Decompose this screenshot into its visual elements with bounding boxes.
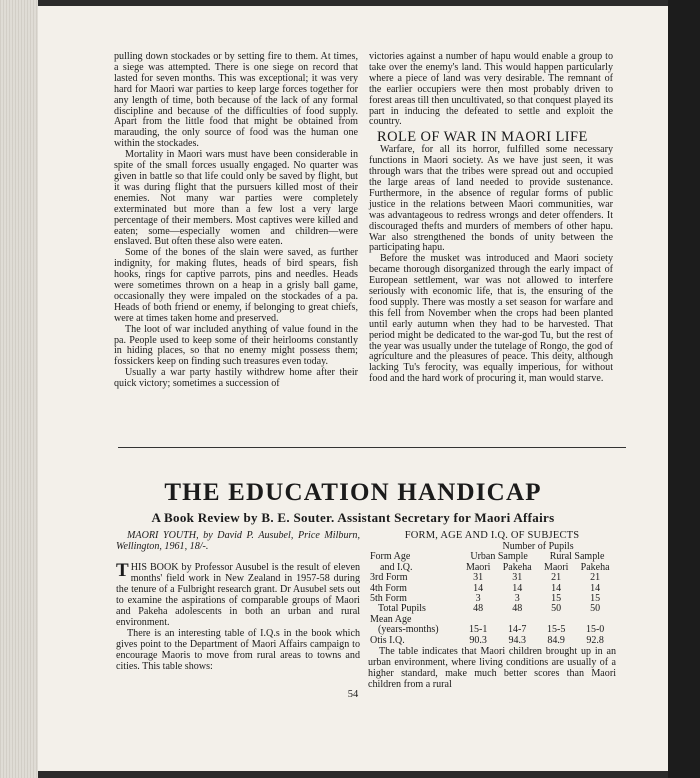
table-row	[368, 636, 616, 646]
table-header-rural: Rural Sample	[549, 551, 605, 563]
table-cell: 84.9	[547, 634, 565, 646]
paragraph: Before the musket was introduced and Maori society became thorough disorganized through the early impact of European settlement, war was not allowed to interfere seriously with economic life, that is, the ensuring of the food supply. There was mostly a set season for warfare and this fell from November when the crops had been planted until early autumn when they had to be harvested. That period might be dedicated to the war-god Tu, but the rest of the year was usually under the tutelage of Rongo, the god of agriculture and the pleasures of peace. This deity, although lacking Tu's ferocity, was equally imperious, for without food and the hard work of procuring it, man would starve.	[369, 253, 613, 385]
drop-cap: T	[116, 560, 129, 581]
paragraph: The table indicates that Maori children brought up in an urban environment, where living conditions are usually of a higher standard, make much better scores than Maori children from a rural	[368, 646, 616, 691]
table-cell: 14	[512, 582, 523, 594]
table-header-pakeha: Pakeha	[502, 561, 532, 573]
paragraph: Mortality in Maori wars must have been considerable in spite of the small forces usually engaged. No quarter was given in battle so that life could only be saved by flight, but it was during flight that the pursuers killed most of their enemies. Not many war parties were completely exterminated but more than a few lost a very large percentage of their members. Most captives were killed and eaten; some—especially women and children—were enslaved. But often these also were eaten.	[114, 149, 358, 248]
table-cell: 21	[551, 572, 562, 584]
paragraph: Warfare, for all its horror, fulfilled some necessary functions in Maori society. As we have just seen, it was through wars that the tribes were spread out and occupied the large areas of land needed to provide sustenance. Furthermore, in the absence of regular forms of public justice in the relations between Maori communities, war was advantageous to redress wrongs and deter offenders. It discouraged thefts and murders of members of other hapu. War also strengthened the bonds of unity between the participating hapu.	[369, 144, 613, 254]
table-header-and-iq: and I.Q.	[380, 561, 413, 573]
table-cell: 14	[551, 582, 562, 594]
table-header-urban: Urban Sample	[470, 551, 528, 563]
table-cell: 5th Form	[370, 593, 407, 605]
table-header-form-age: Form Age	[370, 551, 411, 563]
review-left-column	[116, 530, 360, 672]
table-cell: 3	[514, 593, 520, 605]
table-cell: 31	[473, 572, 484, 584]
opening-words: HIS BOOK	[130, 562, 179, 573]
table-header-maori: Maori	[465, 561, 491, 573]
review-intro	[116, 562, 360, 628]
table-cell: 21	[590, 572, 601, 584]
adjacent-page-edge	[0, 0, 38, 778]
paragraph: Some of the bones of the slain were saved, as further indignity, for making flutes, heads of bird spears, fish hooks, rings for captive parrots, pins and needles. Heads were sometimes thrown on a heap in a grisly ball game, occasionally they were impaled on the stockades of a pa. Heads of both friend or enemy, if belonging to great chiefs, were at times taken home and preserved.	[114, 247, 358, 324]
table-cell: 14	[590, 582, 601, 594]
table-cell: 50	[590, 603, 601, 615]
book-citation: MAORI YOUTH, by David P. Ausubel, Price Milburn, Wellington, 1961, 18/-.	[116, 530, 360, 552]
table-cell: 48	[512, 603, 523, 615]
book-page	[38, 6, 668, 771]
intro-text: by Professor Ausubel is the result of eleven months' field work in New Zealand in 1957-58 during the tenure of a Fulbright research grant. Dr Ausubel sets out to examine the aspirations of comparable groups of Maori and Pakeha adolescents in both an urban and rural environment.	[116, 562, 360, 628]
article-title: THE EDUCATION HANDICAP	[164, 479, 542, 506]
table-header-number: Number of Pupils	[502, 541, 574, 552]
table-header-maori: Maori	[543, 561, 569, 573]
table-cell: 14	[473, 582, 484, 594]
table-cell: 31	[512, 572, 523, 584]
section-divider	[118, 447, 626, 448]
table-cell: 15-1	[469, 624, 488, 636]
table-row	[368, 625, 616, 635]
table-cell: Otis I.Q.	[370, 634, 405, 646]
table-cell: 50	[551, 603, 562, 615]
table-cell: 15-5	[547, 624, 566, 636]
table-header-pakeha: Pakeha	[580, 561, 610, 573]
page-number: 54	[347, 689, 359, 700]
table-title: FORM, AGE AND I.Q. OF SUBJECTS	[404, 530, 580, 541]
paragraph: There is an interesting table of I.Q.s in the book which gives point to the Department of Maori Affairs campaign to encourage Maoris to move from rural areas to towns and cities. This table shows:	[116, 628, 360, 672]
table-cell: (years-months)	[378, 624, 439, 636]
paragraph: The loot of war included anything of value found in the pa. People used to keep some of their heirlooms constantly in hiding places, so that no enemy might possess them; fossickers keep on finding such treasures even today.	[114, 323, 358, 368]
table-cell: 94.3	[508, 634, 526, 646]
table-cell: 48	[473, 603, 484, 615]
scan-background	[668, 0, 700, 778]
paragraph: Usually a war party hastily withdrew home after their quick victory; sometimes a succession of	[114, 367, 358, 390]
paragraph: victories against a number of hapu would enable a group to take over the enemy's land. This would happen particularly where a piece of land was very desirable. The remnant of the earlier occupiers were then most probably driven to forest areas till then uncultivated, so that conquest played its part in inducing the defeated to settle and exploit the country.	[369, 51, 613, 128]
right-column	[369, 52, 613, 385]
table-cell: 15	[590, 593, 601, 605]
review-right-column	[368, 530, 616, 690]
left-column	[114, 52, 358, 390]
table-cell: Mean Age	[370, 613, 412, 625]
table-cell: 3	[475, 593, 481, 605]
iq-table	[368, 542, 616, 646]
section-heading: ROLE OF WAR IN MAORI LIFE	[377, 129, 588, 146]
table-cell: 90.3	[469, 634, 487, 646]
article-subtitle: A Book Review by B. E. Souter. Assistant Secretary for Maori Affairs	[151, 510, 555, 525]
paragraph: pulling down stockades or by setting fire to them. At times, a siege was attempted. There is one siege on record that lasted for seven months. This was exceptional; it was very hard for Maori war parties to keep large forces together for any length of time, both because of the lack of any formal discipline and because of the difficulties of food supply. Apart from the little food that might be obtained from marauding, the only source of food was the human one within the stockades.	[114, 51, 358, 150]
table-cell: 4th Form	[370, 582, 407, 594]
table-cell: 3rd Form	[370, 572, 408, 584]
table-cell: 92.8	[586, 634, 604, 646]
table-cell: 14-7	[508, 624, 527, 636]
table-cell: 15	[551, 593, 562, 605]
table-cell: 15-0	[585, 624, 605, 636]
table-cell: Total Pupils	[378, 603, 426, 615]
